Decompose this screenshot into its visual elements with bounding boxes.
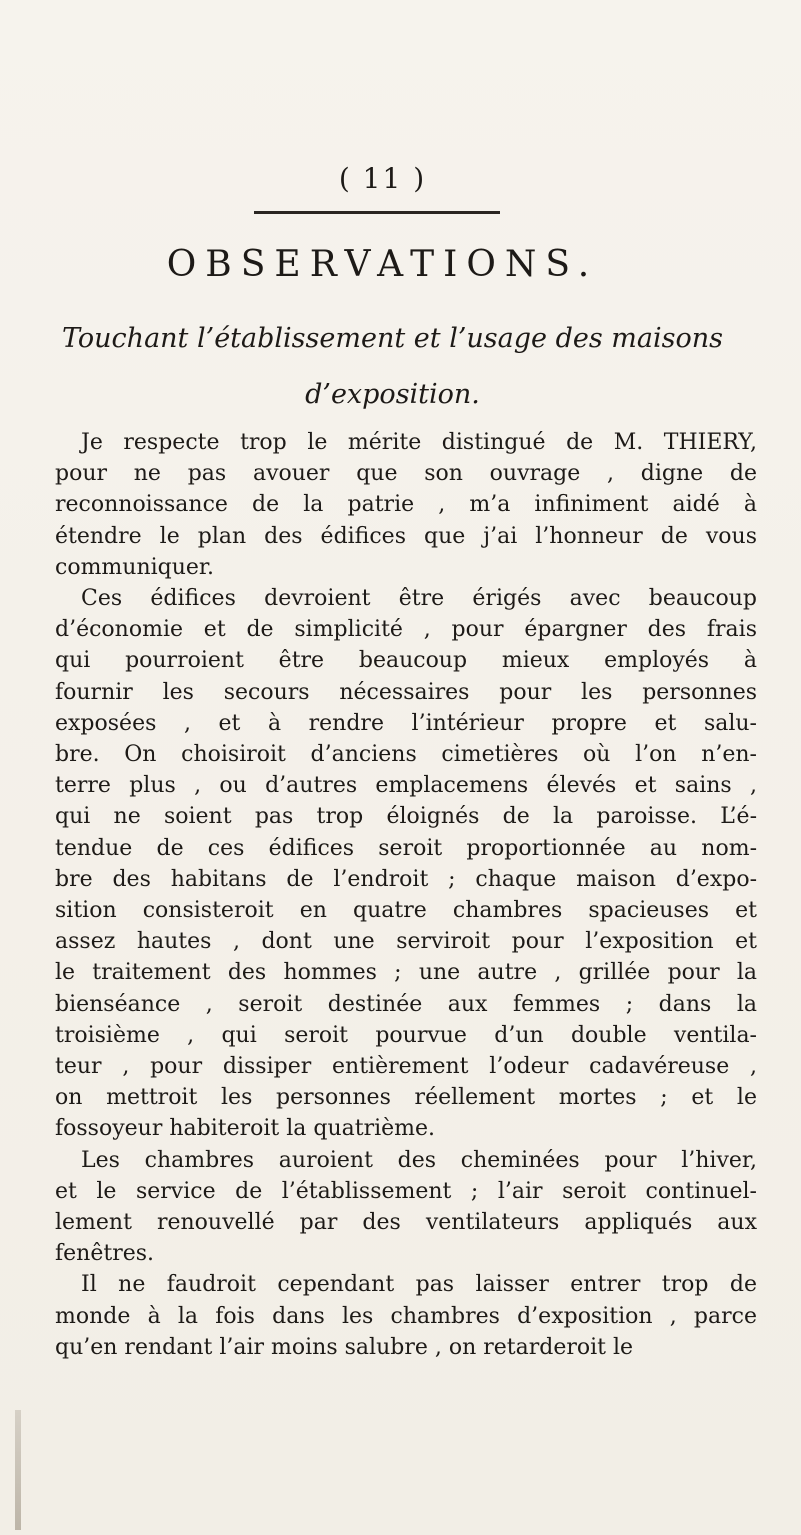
text-line: assez hautes , dont une serviroit pour l’exposition et bbox=[55, 929, 757, 955]
text-line: étendre le plan des édifices que j’ai l’honneur de vous bbox=[55, 523, 757, 549]
text-line: bre. On choisiroit d’anciens cimetières où l’on n’en- bbox=[55, 742, 757, 768]
text-line: qu’en rendant l’air moins salubre , on retarderoit le bbox=[55, 1334, 634, 1360]
text-line: sition consisteroit en quatre chambres spacieuses et bbox=[55, 898, 757, 924]
text-line: terre plus , ou d’autres emplacemens élevés et sains , bbox=[55, 773, 757, 799]
header-rule bbox=[254, 211, 500, 214]
text-line: teur , pour dissiper entièrement l’odeur cadavéreuse , bbox=[55, 1054, 757, 1080]
subtitle-line-1: Touchant l’établissement et l’usage des maisons bbox=[62, 323, 723, 354]
text-line: tendue de ces édifices seroit proportionnée au nom- bbox=[55, 835, 757, 861]
paragraph bbox=[55, 1145, 757, 1270]
section-title: OBSERVATIONS. bbox=[166, 244, 599, 285]
text-line: le traitement des hommes ; une autre , grillée pour la bbox=[55, 960, 757, 986]
subtitle-line-2: d’exposition. bbox=[305, 379, 480, 410]
paragraph bbox=[55, 427, 757, 583]
text-line: et le service de l’établissement ; l’air seroit continuel- bbox=[55, 1178, 757, 1204]
paragraph bbox=[55, 1269, 757, 1363]
text-line: troisième , qui seroit pourvue d’un double ventila- bbox=[55, 1022, 757, 1048]
text-line: qui ne soient pas trop éloignés de la paroisse. L’é- bbox=[55, 804, 757, 830]
text-line: communiquer. bbox=[55, 554, 215, 580]
body-text bbox=[55, 427, 757, 1363]
text-line: lement renouvellé par des ventilateurs appliqués aux bbox=[55, 1210, 757, 1236]
text-line: pour ne pas avouer que son ouvrage , digne de bbox=[55, 461, 757, 487]
text-line: Ces édifices devroient être érigés avec beaucoup bbox=[81, 586, 757, 612]
text-line: bre des habitans de l’endroit ; chaque maison d’expo- bbox=[55, 866, 757, 892]
text-line: bienséance , seroit destinée aux femmes ; dans la bbox=[55, 991, 757, 1017]
text-line: Les chambres auroient des cheminées pour l’hiver, bbox=[81, 1147, 757, 1173]
text-line: fournir les secours nécessaires pour les personnes bbox=[55, 679, 757, 705]
text-line: fossoyeur habiteroit la quatrième. bbox=[55, 1116, 436, 1142]
paragraph bbox=[55, 583, 757, 1145]
text-line: qui pourroient être beaucoup mieux employés à bbox=[55, 648, 757, 674]
page-number: ( 11 ) bbox=[338, 162, 427, 195]
text-line: reconnoissance de la patrie , m’a infiniment aidé à bbox=[55, 492, 757, 518]
text-line: Il ne faudroit cependant pas laisser entrer trop de bbox=[81, 1272, 757, 1298]
text-line: fenêtres. bbox=[55, 1241, 155, 1267]
text-line: Je respecte trop le mérite distingué de M. THIERY, bbox=[81, 430, 757, 455]
text-line: d’économie et de simplicité , pour épargner des frais bbox=[55, 617, 757, 643]
margin-mark bbox=[15, 1410, 21, 1530]
text-line: exposées , et à rendre l’intérieur propre et salu- bbox=[55, 710, 757, 736]
section-subtitle bbox=[0, 311, 793, 423]
text-line: on mettroit les personnes réellement mortes ; et le bbox=[55, 1085, 757, 1111]
text-line: monde à la fois dans les chambres d’exposition , parce bbox=[55, 1303, 757, 1329]
